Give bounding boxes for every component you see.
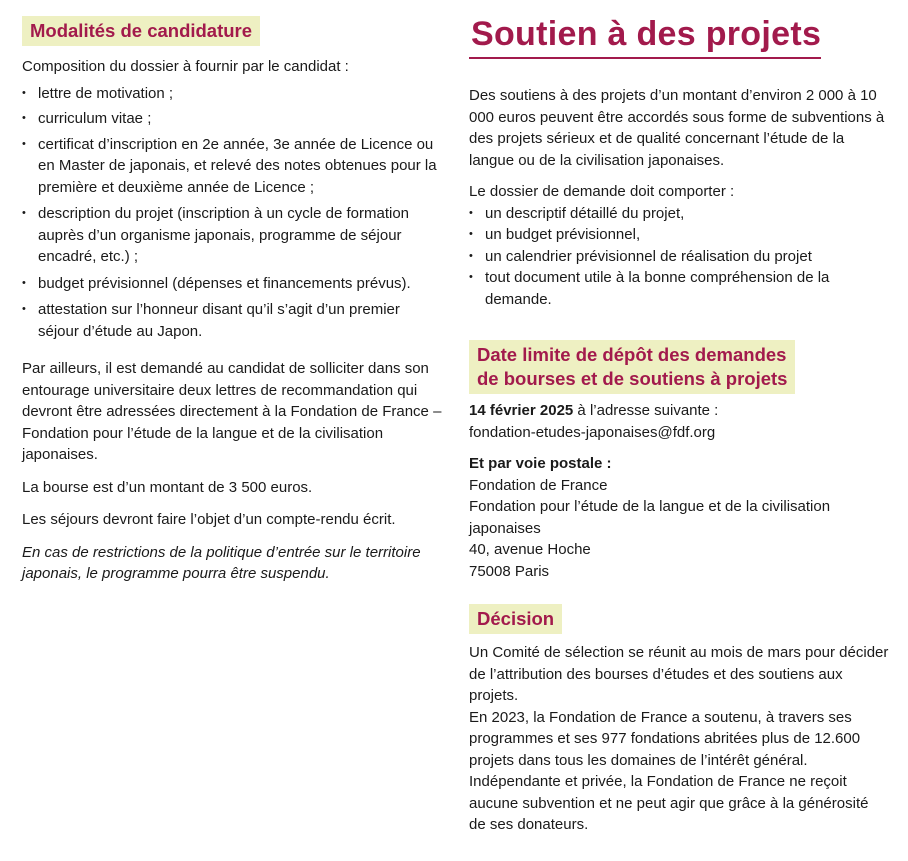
decision-text-2: En 2023, la Fondation de France a soutenu, à travers ses programmes et ses 977 fondations abritées plus de 12.600 projets dans tous les domaines de l’intérêt général. Indépendante et privée, la Fondation de France ne reçoit aucune subvention et ne peut agir que grâce à la générosité de ses donateurs. [469,708,869,834]
dossier-list [22,83,442,343]
recommendation-text: Par ailleurs, il est demandé au candidat de solliciter dans son entourage universitaire deux lettres de recommandation qui devront être adressées directement à la Fondation de France – Fondation pour l’étude de la langue et de la civilisation japonaises. [22,360,442,464]
decision-text-1: Un Comité de sélection se réunit au mois de mars pour décider de l’attribution des bourses d’études et des soutiens aux projets. [469,644,889,705]
list-item: • un calendrier prévisionnel de réalisation du projet [469,246,889,268]
list-item: • certificat d’inscription en 2e année, 3e année de Licence ou en Master de japonais, et relevé des notes obtenues pour la première et deuxième année de Licence ; [22,134,442,199]
requirements-list [469,203,889,311]
right-column [469,14,889,836]
deadline-heading-line-2: de bourses et de soutiens à projets [477,368,788,390]
report-text: Les séjours devront faire l’objet d’un compte-rendu écrit. [22,511,396,529]
decision-heading: Décision [469,604,562,634]
list-item: • description du projet (inscription à un cycle de formation auprès d’un organisme japonais, programme de séjour encadré, etc.) ; [22,203,442,268]
dossier-requirements-intro: Le dossier de demande doit comporter : [469,183,735,200]
address-line: 40, avenue Hoche [469,541,591,559]
candidature-heading: Modalités de candidature [22,16,260,46]
list-item: • budget prévisionnel (dépenses et financements prévus). [22,273,442,295]
address-line: Fondation de France [469,476,608,494]
address-line: Fondation pour l’étude de la langue et de la civilisation japonaises [469,498,831,537]
deadline-heading-line-1: Date limite de dépôt des demandes [477,344,787,365]
postal-label [469,453,889,475]
restriction-note-text: En cas de restrictions de la politique d’entrée sur le territoire japonais, le programme pourra être suspendu. [22,543,421,583]
deadline-text: à l’adresse suivante : [573,402,719,420]
address-line: 75008 Paris [469,562,550,580]
list-item: • un descriptif détaillé du projet, [469,203,889,225]
list-item: • un budget prévisionnel, [469,224,889,246]
list-item: • attestation sur l’honneur disant qu’il s’agit d’un premier séjour d’étude au Japon. [22,299,442,342]
deadline-date: 14 février 2025 [469,402,574,420]
projects-intro: Des soutiens à des projets d’un montant d’environ 2 000 à 10 000 euros peuvent être accordés sous forme de subventions à des projets sérieux et de qualité concernant l’étude de la langue ou de la civilisation japonaises. [469,87,885,169]
left-column [22,14,442,585]
deadline-heading [469,340,795,394]
list-item: • lettre de motivation ; [22,83,442,105]
dossier-intro: Composition du dossier à fournir par le candidat : [22,58,349,76]
list-item: • tout document utile à la bonne compréhension de la demande. [469,267,889,310]
postal-label-text: Et par voie postale : [469,455,612,473]
email-address[interactable]: fondation-etudes-japonaises@fdf.org [469,423,716,441]
amount-text: La bourse est d’un montant de 3 500 euros. [22,478,313,496]
projects-title: Soutien à des projets [469,14,821,59]
restriction-note [22,542,442,585]
deadline-line [469,400,889,422]
list-item: • curriculum vitae ; [22,108,442,130]
